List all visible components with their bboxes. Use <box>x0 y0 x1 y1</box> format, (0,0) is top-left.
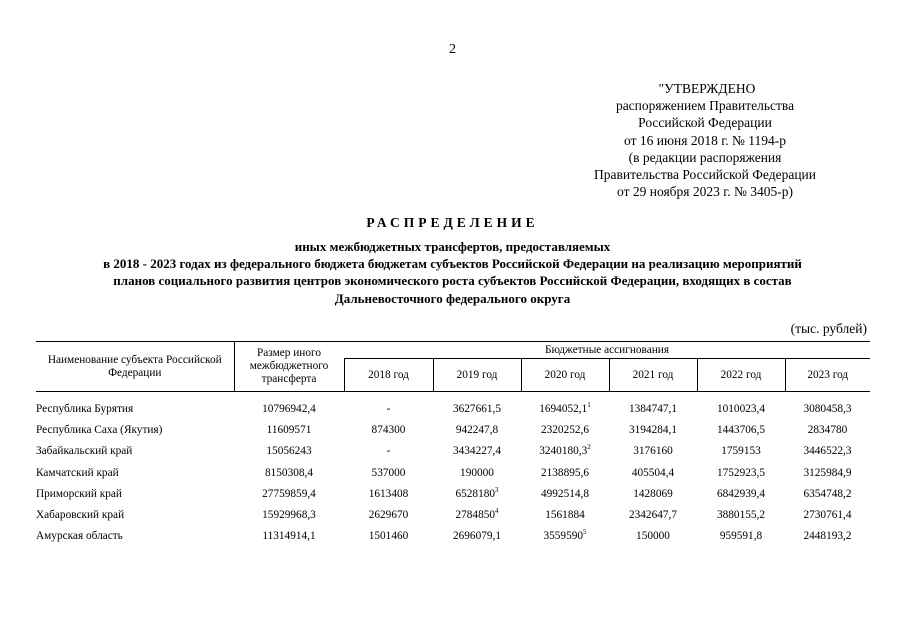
cell-value: 15929968,3 <box>262 509 316 522</box>
cell-value: 3080458,3 <box>803 402 852 415</box>
cell-value: 6528180 <box>455 487 496 500</box>
cell-value: 2342647,7 <box>628 509 677 522</box>
cell-value: 3880155,2 <box>716 509 765 522</box>
allocation-cell <box>521 526 609 547</box>
header-year: 2018 год <box>344 359 433 392</box>
cell-value: - <box>386 445 391 458</box>
cell-value: 2448193,2 <box>803 530 852 543</box>
cell-value: 11609571 <box>266 423 312 436</box>
cell-value: 3559590 <box>543 530 584 543</box>
cell-value: 8150308,4 <box>264 466 313 479</box>
cell-value: 1561884 <box>545 509 585 522</box>
table-row <box>36 392 870 420</box>
allocation-cell <box>609 441 697 462</box>
cell-value: 1759153 <box>721 445 761 458</box>
allocation-cell <box>609 526 697 547</box>
subject-name-cell: Забайкальский край <box>36 445 133 458</box>
approval-line: (в редакции распоряжения <box>628 149 782 165</box>
allocation-cell <box>785 504 870 525</box>
allocation-cell <box>433 392 521 420</box>
allocation-cell <box>697 504 785 525</box>
approval-line: от 29 ноября 2023 г. № 3405-р) <box>617 184 793 200</box>
allocation-cell <box>344 462 433 483</box>
footnote-marker: 4 <box>495 507 499 516</box>
allocation-cell <box>609 462 697 483</box>
footnote-marker: 1 <box>587 400 591 409</box>
allocation-cell <box>344 526 433 547</box>
cell-value: 4992514,8 <box>540 487 589 500</box>
allocation-cell <box>344 441 433 462</box>
cell-value: 405504,4 <box>631 466 675 479</box>
allocation-cell <box>697 419 785 440</box>
cell-value: 15056243 <box>266 445 312 458</box>
allocation-cell <box>433 419 521 440</box>
allocation-cell <box>344 419 433 440</box>
approval-line: от 16 июня 2018 г. № 1194-р <box>624 132 786 148</box>
cell-value: 2696079,1 <box>452 530 501 543</box>
cell-value: 874300 <box>371 423 406 436</box>
allocation-cell <box>697 483 785 504</box>
cell-value: 190000 <box>460 466 494 479</box>
cell-value: 1384747,1 <box>628 402 677 415</box>
approval-line: Российской Федерации <box>638 115 772 131</box>
cell-value: 3434227,4 <box>452 445 501 458</box>
allocation-cell <box>433 504 521 525</box>
subject-name-cell: Хабаровский край <box>36 509 125 522</box>
table-row <box>36 462 870 483</box>
cell-value: 2138895,6 <box>540 466 589 479</box>
allocation-cell <box>785 462 870 483</box>
allocation-cell <box>609 483 697 504</box>
table-row <box>36 483 870 504</box>
footnote-marker: 3 <box>495 485 499 494</box>
table-row <box>36 441 870 462</box>
subtitle-line: планов социального развития центров экономического роста субъектов Российской Федерации, входящих в состав <box>113 273 792 289</box>
cell-value: 1443706,5 <box>716 423 765 436</box>
allocation-cell <box>433 441 521 462</box>
document-title: РАСПРЕДЕЛЕНИЕ <box>366 215 539 230</box>
header-year: 2021 год <box>609 359 697 392</box>
transfer-size-cell <box>234 483 344 504</box>
unit-label: (тыс. рублей) <box>790 321 867 336</box>
cell-value: 2730761,4 <box>803 509 852 522</box>
allocation-cell <box>697 462 785 483</box>
allocation-cell <box>433 462 521 483</box>
cell-value: - <box>386 402 391 415</box>
allocation-cell <box>521 504 609 525</box>
subject-name-cell: Приморский край <box>36 487 122 500</box>
subject-name-cell: Республика Бурятия <box>36 402 134 415</box>
allocation-cell <box>697 392 785 420</box>
budget-table <box>36 341 870 547</box>
allocation-cell <box>344 483 433 504</box>
table-body <box>36 392 870 548</box>
approval-line: Правительства Российской Федерации <box>594 167 816 183</box>
header-year: 2022 год <box>697 359 785 392</box>
subject-name-cell: Республика Саха (Якутия) <box>36 423 163 436</box>
header-transfer-size: Размер иного межбюджетного трансферта <box>234 342 344 392</box>
table-row <box>36 419 870 440</box>
cell-value: 10796942,4 <box>262 402 316 415</box>
page-number: 2 <box>449 42 456 57</box>
cell-value: 959591,8 <box>719 530 763 543</box>
cell-value: 3125984,9 <box>803 466 852 479</box>
header-year: 2019 год <box>433 359 521 392</box>
cell-value: 942247,8 <box>455 423 499 436</box>
allocation-cell <box>609 504 697 525</box>
cell-value: 1501460 <box>368 530 409 543</box>
header-year: 2023 год <box>785 359 870 392</box>
allocation-cell <box>785 526 870 547</box>
allocation-cell <box>785 392 870 420</box>
cell-value: 3176160 <box>633 445 673 458</box>
cell-value: 1613408 <box>368 487 409 500</box>
cell-value: 150000 <box>636 530 670 543</box>
cell-value: 27759859,4 <box>262 487 316 500</box>
footnote-marker: 2 <box>587 443 591 452</box>
cell-value: 1010023,4 <box>716 402 765 415</box>
cell-value: 3240180,3 <box>539 445 588 458</box>
footnote-marker: 5 <box>583 528 587 537</box>
allocation-cell <box>521 392 609 420</box>
approval-line: распоряжением Правительства <box>615 98 795 114</box>
allocation-cell <box>785 483 870 504</box>
allocation-cell <box>433 526 521 547</box>
cell-value: 11314914,1 <box>262 530 316 543</box>
transfer-size-cell <box>234 462 344 483</box>
approval-line: "УТВЕРЖДЕНО <box>658 81 756 96</box>
transfer-size-cell <box>234 526 344 547</box>
header-year: 2020 год <box>521 359 609 392</box>
table-row <box>36 526 870 547</box>
subject-name-cell: Камчатский край <box>36 466 119 479</box>
allocation-cell <box>697 526 785 547</box>
allocation-cell <box>521 462 609 483</box>
cell-value: 3446522,3 <box>803 445 852 458</box>
approval-block <box>560 80 850 200</box>
transfer-size-cell <box>234 419 344 440</box>
cell-value: 3627661,5 <box>452 402 501 415</box>
cell-value: 1428069 <box>633 487 673 500</box>
allocation-cell <box>785 441 870 462</box>
cell-value: 537000 <box>371 466 406 479</box>
allocation-cell <box>609 392 697 420</box>
allocation-cell <box>609 419 697 440</box>
table-row <box>36 504 870 525</box>
allocation-cell <box>521 441 609 462</box>
cell-value: 2784850 <box>455 509 496 522</box>
subtitle-line: иных межбюджетных трансфертов, предоставляемых <box>294 239 611 254</box>
cell-value: 6842939,4 <box>716 487 765 500</box>
cell-value: 1752923,5 <box>716 466 765 479</box>
header-budget-allocations: Бюджетные ассигнования <box>344 342 870 359</box>
subtitle-line: Дальневосточного федерального округа <box>334 290 571 306</box>
transfer-size-cell <box>234 504 344 525</box>
cell-value: 2629670 <box>368 509 409 522</box>
transfer-size-cell <box>234 441 344 462</box>
allocation-cell <box>344 504 433 525</box>
allocation-cell <box>785 419 870 440</box>
cell-value: 6354748,2 <box>803 487 852 500</box>
allocation-cell <box>344 392 433 420</box>
cell-value: 3194284,1 <box>628 423 677 436</box>
allocation-cell <box>697 441 785 462</box>
cell-value: 1694052,1 <box>539 402 588 415</box>
subject-name-cell: Амурская область <box>36 530 123 543</box>
cell-value: 2320252,6 <box>540 423 589 436</box>
document-subtitle <box>20 238 885 307</box>
allocation-cell <box>521 419 609 440</box>
header-subject-name: Наименование субъекта Российской Федерации <box>36 342 234 392</box>
subtitle-line: в 2018 - 2023 годах из федерального бюджета бюджетам субъектов Российской Федерации на реализацию мероприятий <box>103 256 802 272</box>
transfer-size-cell <box>234 392 344 420</box>
cell-value: 2834780 <box>807 423 848 436</box>
allocation-cell <box>521 483 609 504</box>
allocation-cell <box>433 483 521 504</box>
